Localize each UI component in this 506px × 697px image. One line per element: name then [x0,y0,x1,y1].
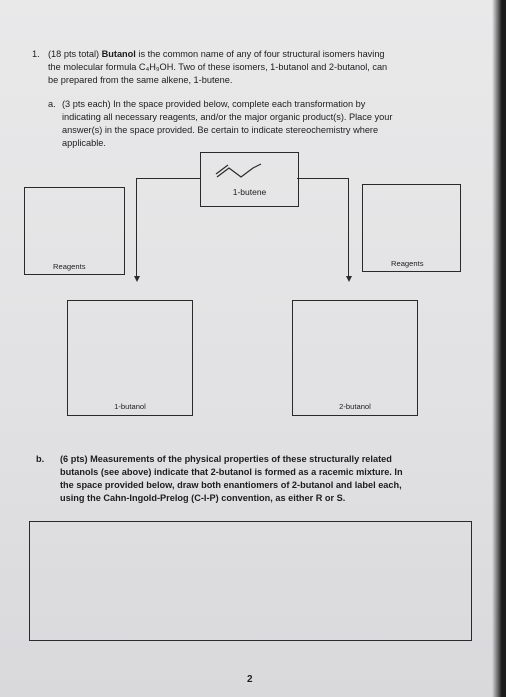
question-intro-line-1 [48,48,468,60]
arrow-down-left [134,276,140,282]
question-intro-rest: is the common name of any of four structural isomers having [138,49,385,59]
butene-label: 1-butene [232,187,267,197]
connector-right-vertical [348,178,349,276]
left-reagents-box[interactable] [24,187,125,275]
part-b-line-3: the space provided below, draw both enantiomers of 2-butanol and label each, [60,480,402,490]
question-intro-line-2: the molecular formula C₄H₉OH. Two of these isomers, 1-butanol and 2-butanol, can [48,62,388,72]
butene-box [200,152,299,207]
part-a-line-1: (3 pts each) In the space provided below, complete each transformation by [62,99,366,109]
part-a-marker: a. [48,99,56,109]
part-b-line-1: (6 pts) Measurements of the physical properties of these structurally related [60,454,392,464]
product-1-butanol-box[interactable] [67,300,193,416]
connector-left-horizontal [136,178,200,179]
left-reagents-label: Reagents [53,262,86,271]
photo-dark-edge [492,0,506,697]
part-b-line-4: using the Cahn-Ingold-Prelog (C-I-P) convention, as either R or S. [60,493,346,503]
question-title: Butanol [101,49,136,59]
product-1-butanol-label: 1-butanol [114,402,146,411]
product-2-butanol-label: 2-butanol [339,402,371,411]
page-number: 2 [247,674,253,685]
connector-left-vertical [136,178,137,276]
arrow-down-right [346,276,352,282]
enantiomers-answer-box[interactable] [29,521,472,641]
butene-skeletal-structure [201,157,298,187]
connector-right-horizontal [297,178,349,179]
right-reagents-box[interactable] [362,184,461,272]
part-b-line-2: butanols (see above) indicate that 2-butanol is formed as a racemic mixture. In [60,467,403,477]
part-a-line-2: indicating all necessary reagents, and/or the major organic product(s). Place your [62,112,393,122]
question-intro-line-3: be prepared from the same alkene, 1-butene. [48,75,233,85]
question-points: (18 pts total) [48,49,100,59]
product-2-butanol-box[interactable] [292,300,418,416]
question-number: 1. [32,49,40,59]
right-reagents-label: Reagents [391,259,424,268]
part-b-marker: b. [36,454,45,464]
part-a-line-3: answer(s) in the space provided. Be certain to indicate stereochemistry where [62,125,379,135]
part-a-line-4: applicable. [62,138,106,148]
